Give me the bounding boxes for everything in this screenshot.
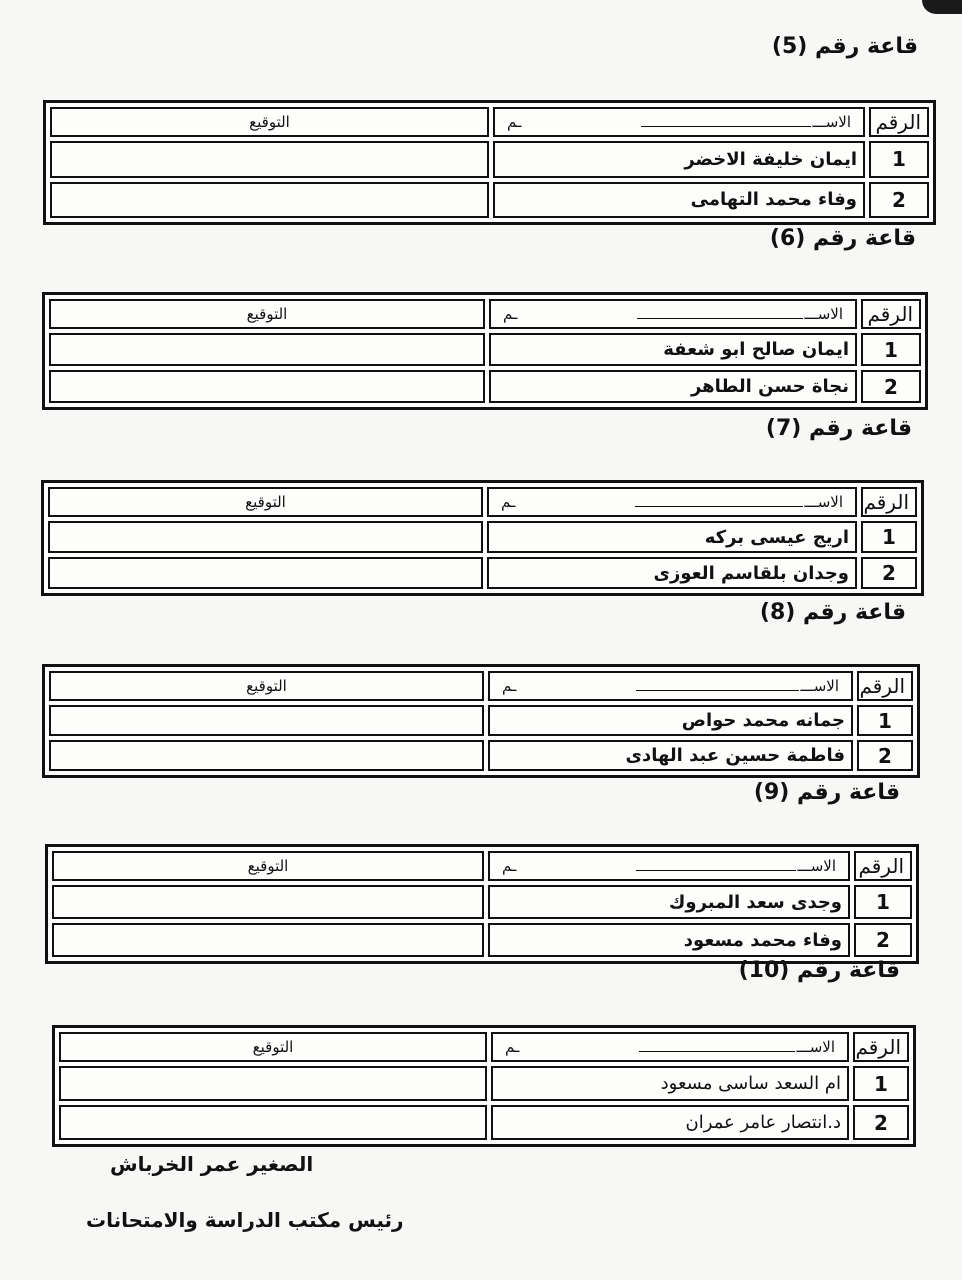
signature-field[interactable] — [59, 1105, 487, 1140]
name-header-label: الاســـ — [804, 493, 843, 511]
number-header: الرقم — [857, 671, 913, 701]
row-number: 2 — [861, 557, 917, 589]
signature-field[interactable] — [48, 521, 483, 553]
name-header-end: ـم — [503, 305, 518, 323]
name-header-label: الاســـ — [797, 857, 836, 875]
row-number: 1 — [861, 333, 921, 366]
hall-title: قاعة رقم (5) — [771, 34, 918, 59]
signatory-position: رئيس مكتب الدراسة والامتحانات — [86, 1208, 404, 1232]
hall-table — [45, 844, 919, 964]
name-header — [491, 1032, 849, 1062]
table-row — [49, 740, 913, 771]
row-number: 1 — [869, 141, 929, 178]
hall-table — [42, 292, 928, 410]
name-header — [493, 107, 865, 137]
number-header: الرقم — [861, 487, 917, 517]
table-header-row — [48, 487, 917, 517]
name-header-end: ـم — [507, 113, 522, 131]
table-header-row — [59, 1032, 909, 1062]
name-header-end: ـم — [505, 1038, 520, 1056]
row-number: 2 — [854, 923, 912, 957]
table-row — [49, 705, 913, 736]
hall-title: قاعة رقم (8) — [759, 600, 906, 625]
name-header-label: الاســـ — [796, 1038, 835, 1056]
row-name: اريج عيسى بركه — [487, 521, 857, 553]
table-row — [48, 521, 917, 553]
number-header: الرقم — [853, 1032, 909, 1062]
row-name: جمانه محمد حواص — [488, 705, 853, 736]
signature-field[interactable] — [52, 885, 484, 919]
signature-field[interactable] — [50, 182, 489, 219]
row-name: فاطمة حسين عبد الهادى — [488, 740, 853, 771]
hall-title: قاعة رقم (10) — [738, 958, 900, 983]
signature-header: التوقيع — [49, 299, 485, 329]
signature-field[interactable] — [50, 141, 489, 178]
signature-header: التوقيع — [50, 107, 489, 137]
table-header-row — [49, 671, 913, 701]
signature-header: التوقيع — [52, 851, 484, 881]
row-name: ام السعد ساسى مسعود — [491, 1066, 849, 1101]
signature-field[interactable] — [59, 1066, 487, 1101]
row-number: 1 — [853, 1066, 909, 1101]
hall-title: قاعة رقم (9) — [753, 780, 900, 805]
hall-table — [42, 664, 920, 778]
signature-field[interactable] — [48, 557, 483, 589]
table-header-row — [50, 107, 929, 137]
row-number: 2 — [861, 370, 921, 403]
signature-header: التوقيع — [48, 487, 483, 517]
name-header-label: الاســـ — [800, 677, 839, 695]
name-header — [488, 851, 850, 881]
row-name: وفاء محمد مسعود — [488, 923, 850, 957]
signatory-name: الصغير عمر الخرباش — [110, 1152, 314, 1176]
corner-mark — [922, 0, 962, 14]
table-row — [52, 885, 912, 919]
table-row — [49, 370, 921, 403]
name-header-end: ـم — [501, 493, 516, 511]
row-number: 2 — [857, 740, 913, 771]
number-header: الرقم — [861, 299, 921, 329]
table-row — [59, 1066, 909, 1101]
signature-field[interactable] — [49, 740, 484, 771]
number-header: الرقم — [869, 107, 929, 137]
hall-table — [43, 100, 936, 225]
name-header-label: الاســـ — [812, 113, 851, 131]
signature-header: التوقيع — [59, 1032, 487, 1062]
table-row — [48, 557, 917, 589]
row-number: 1 — [857, 705, 913, 736]
hall-table — [41, 480, 924, 596]
table-header-row — [49, 299, 921, 329]
row-number: 1 — [854, 885, 912, 919]
name-header — [487, 487, 857, 517]
table-row — [59, 1105, 909, 1140]
signature-header: التوقيع — [49, 671, 484, 701]
name-header-end: ـم — [502, 677, 517, 695]
name-header-label: الاســـ — [804, 305, 843, 323]
signature-field[interactable] — [49, 333, 485, 366]
hall-title: قاعة رقم (6) — [769, 226, 916, 251]
row-number: 1 — [861, 521, 917, 553]
row-name: وجدان بلقاسم العوزى — [487, 557, 857, 589]
name-header — [488, 671, 853, 701]
table-row — [50, 182, 929, 219]
hall-title: قاعة رقم (7) — [765, 416, 912, 441]
table-row — [49, 333, 921, 366]
row-name: نجاة حسن الطاهر — [489, 370, 857, 403]
row-name: وجدى سعد المبروك — [488, 885, 850, 919]
signature-field[interactable] — [52, 923, 484, 957]
row-number: 2 — [853, 1105, 909, 1140]
signature-field[interactable] — [49, 705, 484, 736]
signature-field[interactable] — [49, 370, 485, 403]
name-header — [489, 299, 857, 329]
name-header-end: ـم — [502, 857, 517, 875]
hall-table — [52, 1025, 916, 1147]
row-name: د.انتصار عامر عمران — [491, 1105, 849, 1140]
number-header: الرقم — [854, 851, 912, 881]
row-name: وفاء محمد التهامى — [493, 182, 865, 219]
row-name: ايمان خليفة الاخضر — [493, 141, 865, 178]
row-number: 2 — [869, 182, 929, 219]
table-header-row — [52, 851, 912, 881]
table-row — [50, 141, 929, 178]
row-name: ايمان صالح ابو شعفة — [489, 333, 857, 366]
table-row — [52, 923, 912, 957]
